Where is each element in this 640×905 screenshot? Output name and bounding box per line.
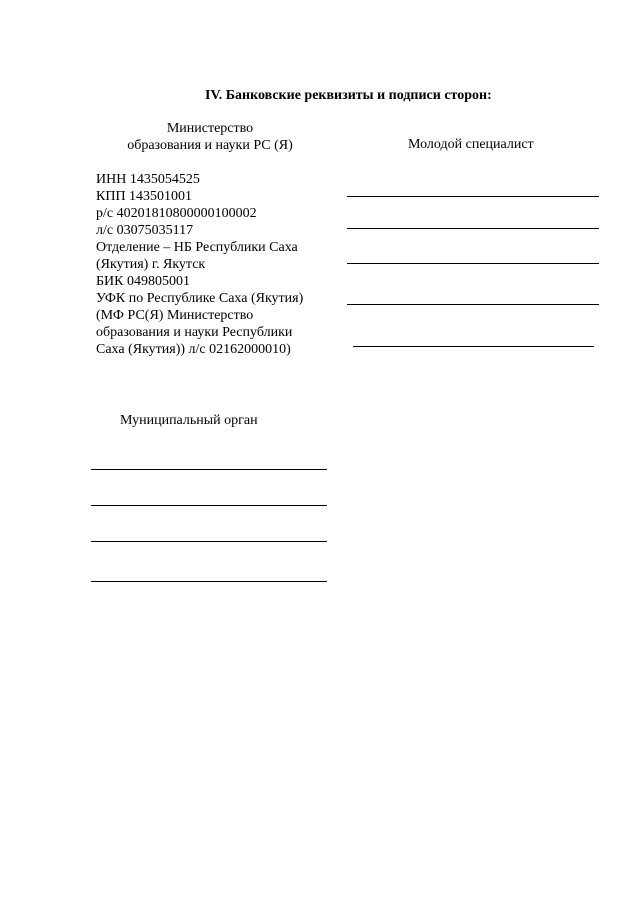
municipal-heading: Муниципальный орган	[120, 413, 258, 428]
ministry-heading	[90, 120, 330, 154]
requisite-line: Саха (Якутия)) л/с 02162000010)	[96, 342, 291, 357]
requisite-line: УФК по Республике Саха (Якутия)	[96, 291, 304, 306]
municipal-signature-line-1	[91, 469, 327, 470]
ministry-heading-line-1: Министерство	[166, 121, 254, 136]
requisite-line: образования и науки Республики	[96, 325, 293, 340]
ministry-requisites	[96, 171, 336, 358]
requisite-line: КПП 143501001	[96, 189, 193, 204]
young-specialist-signature-line-5	[353, 346, 594, 347]
young-specialist-heading: Молодой специалист	[408, 137, 534, 152]
section-title: IV. Банковские реквизиты и подписи сторон:	[205, 88, 492, 103]
requisite-line: л/с 03075035117	[96, 223, 194, 238]
requisite-line: БИК 049805001	[96, 274, 190, 289]
municipal-signature-line-4	[91, 581, 327, 582]
requisite-line: р/с 40201810800000100002	[96, 206, 257, 221]
municipal-signature-line-3	[91, 541, 327, 542]
young-specialist-signature-line-1	[347, 196, 599, 197]
requisite-line: ИНН 1435054525	[96, 172, 200, 187]
requisite-line: (Якутия) г. Якутск	[96, 257, 206, 272]
young-specialist-signature-line-4	[347, 304, 599, 305]
requisite-line: (МФ РС(Я) Министерство	[96, 308, 254, 323]
young-specialist-signature-line-3	[347, 263, 599, 264]
young-specialist-signature-line-2	[347, 228, 599, 229]
ministry-heading-line-2: образования и науки РС (Я)	[127, 138, 293, 153]
municipal-signature-line-2	[91, 505, 327, 506]
requisite-line: Отделение – НБ Республики Саха	[96, 240, 298, 255]
